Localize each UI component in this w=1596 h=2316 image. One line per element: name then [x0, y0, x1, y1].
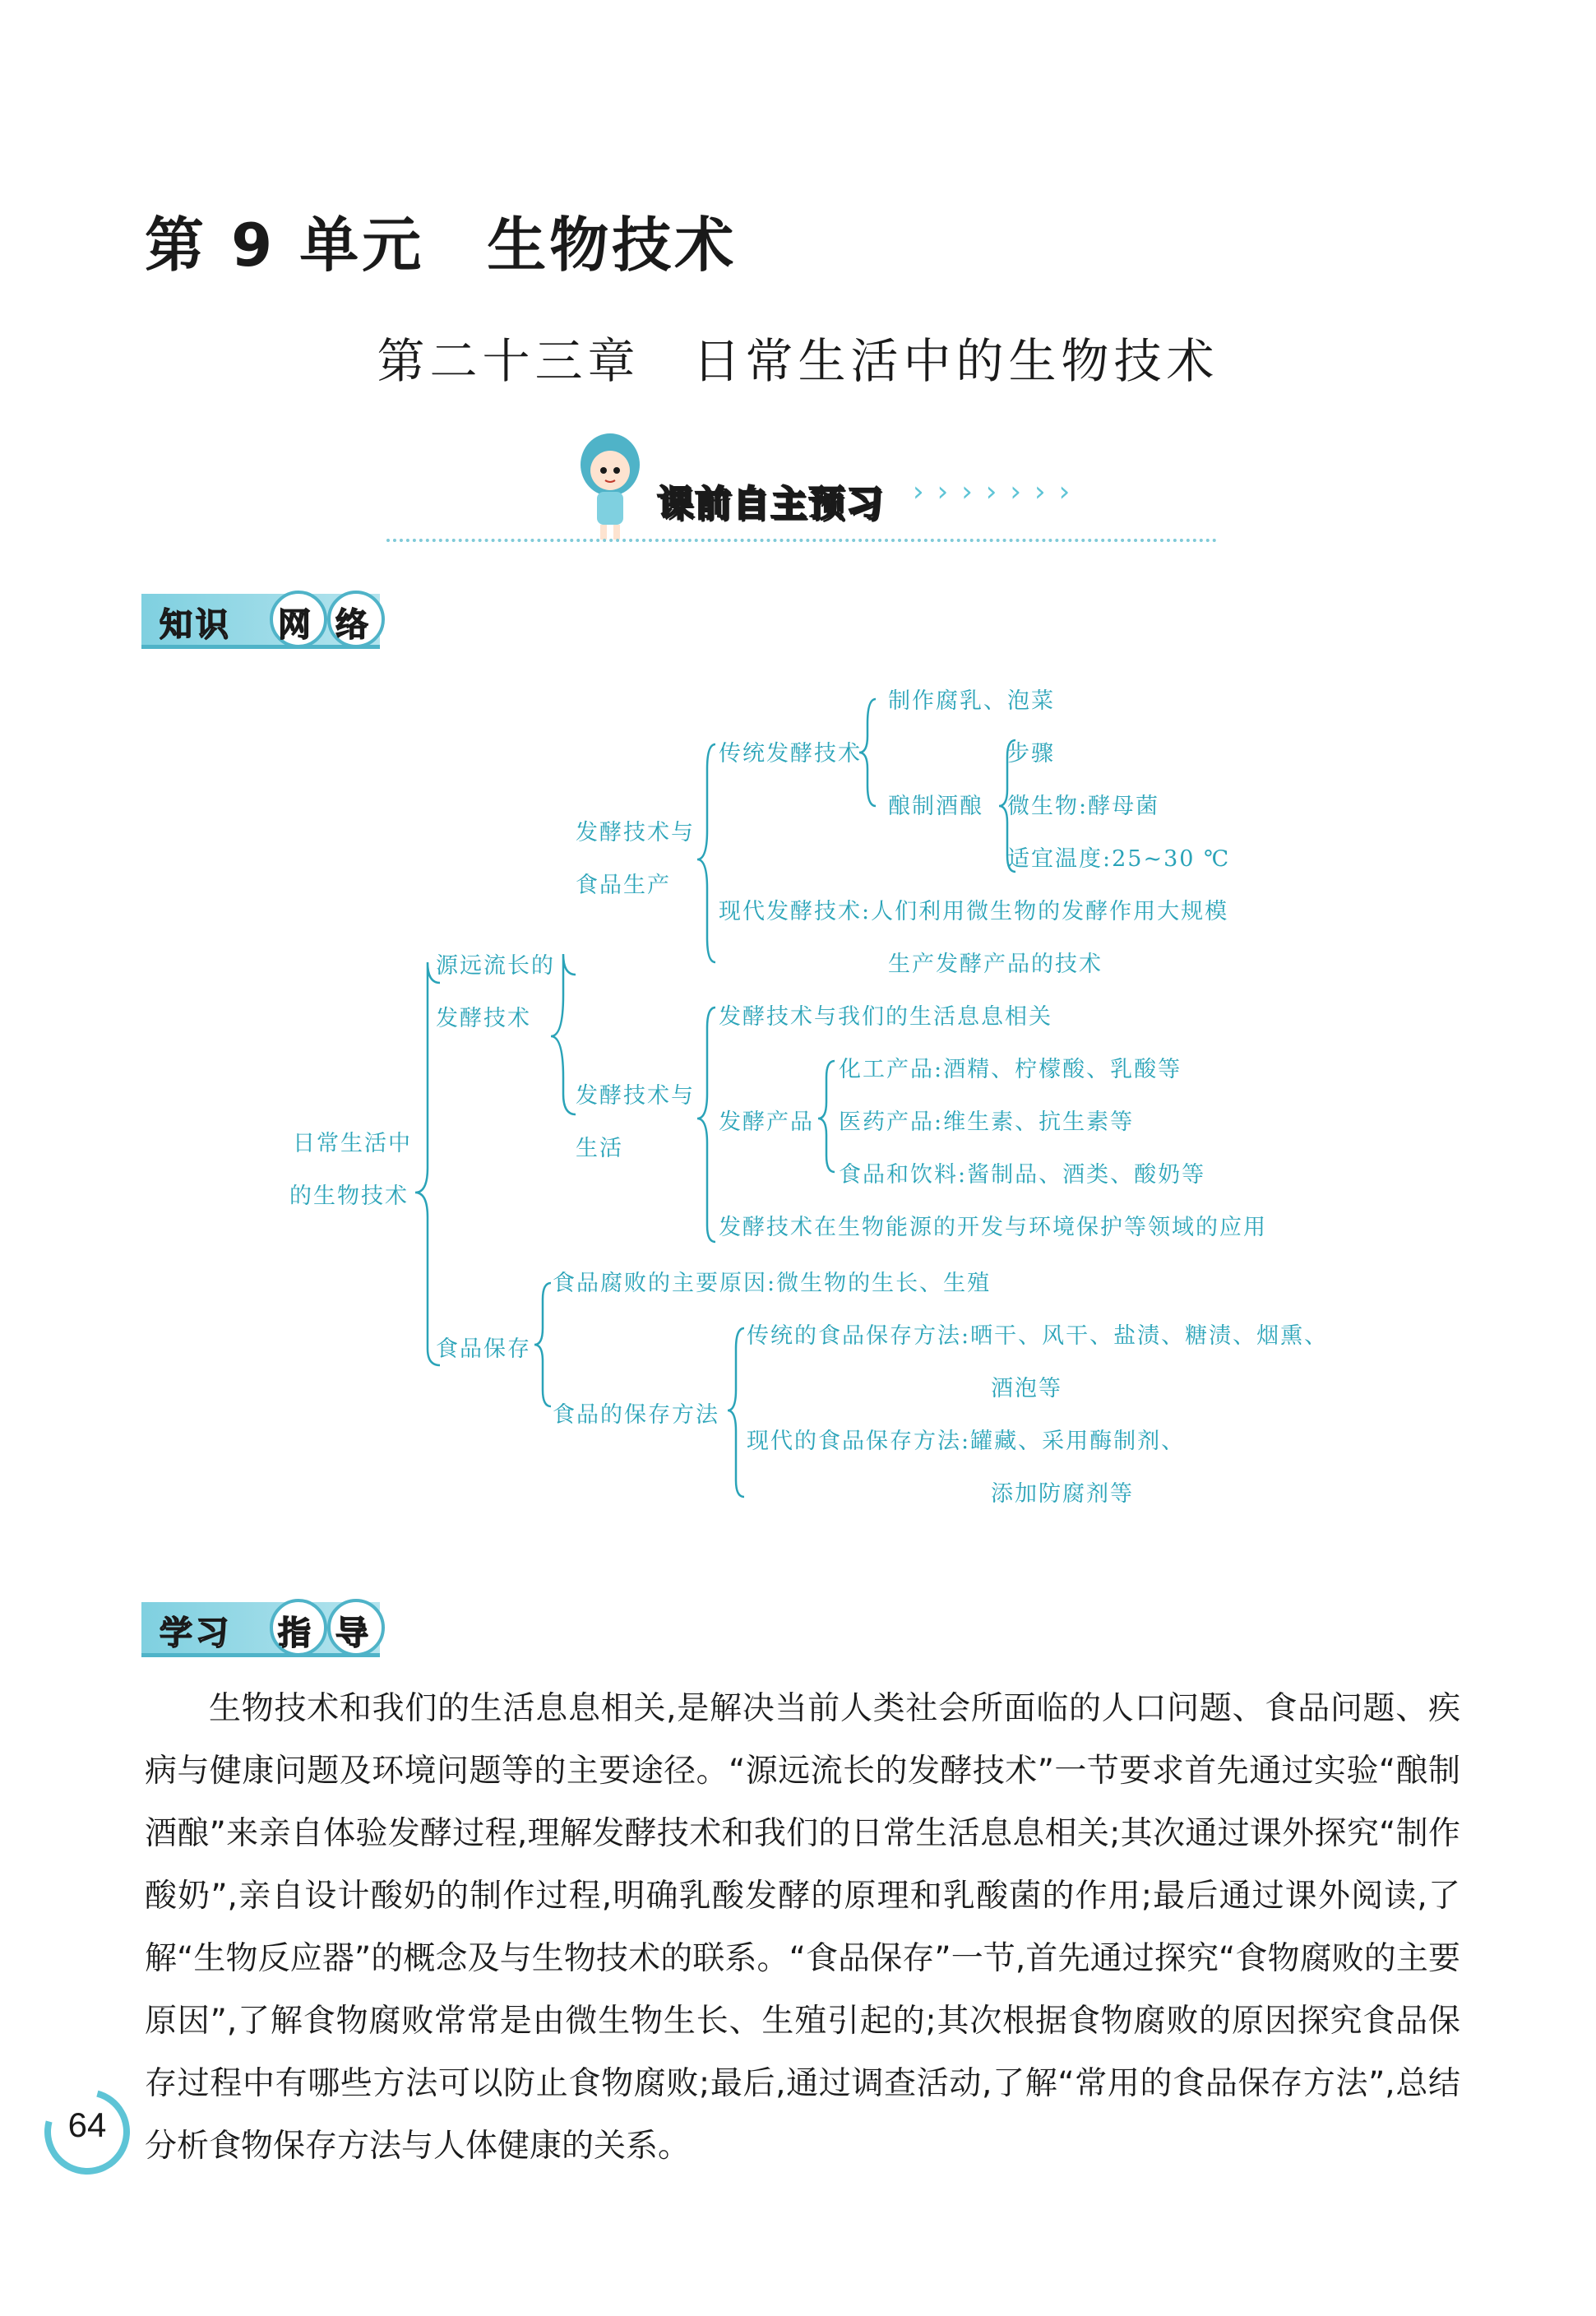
tag-text: 导	[335, 1614, 372, 1652]
tag-text: 学习	[160, 1614, 232, 1652]
page-number: 64	[67, 2105, 107, 2144]
tag-text: 知识	[160, 606, 232, 644]
tree-life-related: 发酵技术与我们的生活息息相关	[719, 1004, 1052, 1030]
learning-guide-tag	[141, 1602, 380, 1657]
tree-preserve: 食品保存	[436, 1336, 531, 1362]
chapter-title: 第二十三章 日常生活中的生物技术	[377, 333, 1219, 389]
tree-ferment-line1: 源远流长的	[436, 953, 555, 979]
preview-banner-text: 课前自主预习	[657, 483, 884, 525]
tree-foodprod-line1: 发酵技术与	[576, 820, 695, 845]
tree-wine: 酿制酒酿	[888, 794, 983, 819]
tree-spoil: 食品腐败的主要原因:微生物的生长、生殖	[553, 1271, 992, 1296]
tree-temp: 适宜温度:25~30 ℃	[1007, 846, 1231, 872]
tag-text: 网	[278, 606, 314, 644]
tree-root-line1: 日常生活中	[293, 1131, 412, 1156]
tree-traditional: 传统发酵技术	[719, 741, 862, 767]
tree-modern: 现代发酵技术:人们利用微生物的发酵作用大规模	[719, 899, 1229, 924]
tree-products: 发酵产品	[719, 1109, 814, 1135]
tree-trad-methods: 传统的食品保存方法:晒干、风干、盐渍、糖渍、烟熏、	[747, 1323, 1329, 1349]
tree-life-line1: 发酵技术与	[576, 1083, 695, 1109]
tag-text: 指	[278, 1614, 314, 1652]
tree-doufu: 制作腐乳、泡菜	[888, 688, 1055, 714]
guide-text: 生物技术和我们的生活息息相关,是解决当前人类社会所面临的人口问题、食品问题、疾病与健康问题及环境问题等的主要途径。“源远流长的发酵技术”一节要求首先通过实验“酿制酒酿”来亲自体验发酵过程,理解发酵技术和我们的日常生活息息相关;其次通过课外探究“制作酸奶”,亲自设计酸奶的制作过程,明确乳酸发酵的原理和乳酸菌的作用;最后通过课外阅读,了解“生物反应器”的概念及与生物技术的联系。“食品保存”一节,首先通过探究“食物腐败的主要原因”,了解食物腐败常常是由微生物生长、生殖引起的;其次根据食物腐败的原因探究食品保存过程中有哪些方法可以防止食物腐败;最后,通过调查活动,了解“常用的食品保存方法”,总结分析食物保存方法与人体健康的关系。	[145, 1690, 1460, 2165]
unit-title: 第 9 单元 生物技术	[145, 211, 738, 280]
tree-steps: 步骤	[1007, 741, 1055, 767]
tree-chem: 化工产品:酒精、柠檬酸、乳酸等	[839, 1057, 1182, 1082]
tree-mod-methods2: 添加防腐剂等	[991, 1481, 1134, 1507]
tree-modern2: 生产发酵产品的技术	[888, 952, 1103, 977]
tree-methods: 食品的保存方法	[553, 1402, 719, 1428]
tree-food-drink: 食品和饮料:酱制品、酒类、酸奶等	[839, 1162, 1206, 1188]
learning-guide-paragraph	[145, 1678, 1460, 2178]
tag-text: 络	[335, 606, 372, 644]
tree-life-line2: 生活	[576, 1136, 623, 1161]
tree-mod-methods: 现代的食品保存方法:罐藏、采用酶制剂、	[747, 1429, 1186, 1454]
tree-foodprod-line2: 食品生产	[576, 873, 671, 898]
tree-trad-methods2: 酒泡等	[991, 1376, 1062, 1401]
tree-medic: 医药产品:维生素、抗生素等	[839, 1109, 1135, 1135]
tree-energy: 发酵技术在生物能源的开发与环境保护等领域的应用	[719, 1215, 1267, 1240]
tree-ferment-line2: 发酵技术	[436, 1006, 531, 1031]
tree-microbe: 微生物:酵母菌	[1007, 794, 1160, 819]
arrows-decoration: ›››››››	[913, 475, 1084, 508]
tree-root-line2: 的生物技术	[289, 1183, 409, 1209]
